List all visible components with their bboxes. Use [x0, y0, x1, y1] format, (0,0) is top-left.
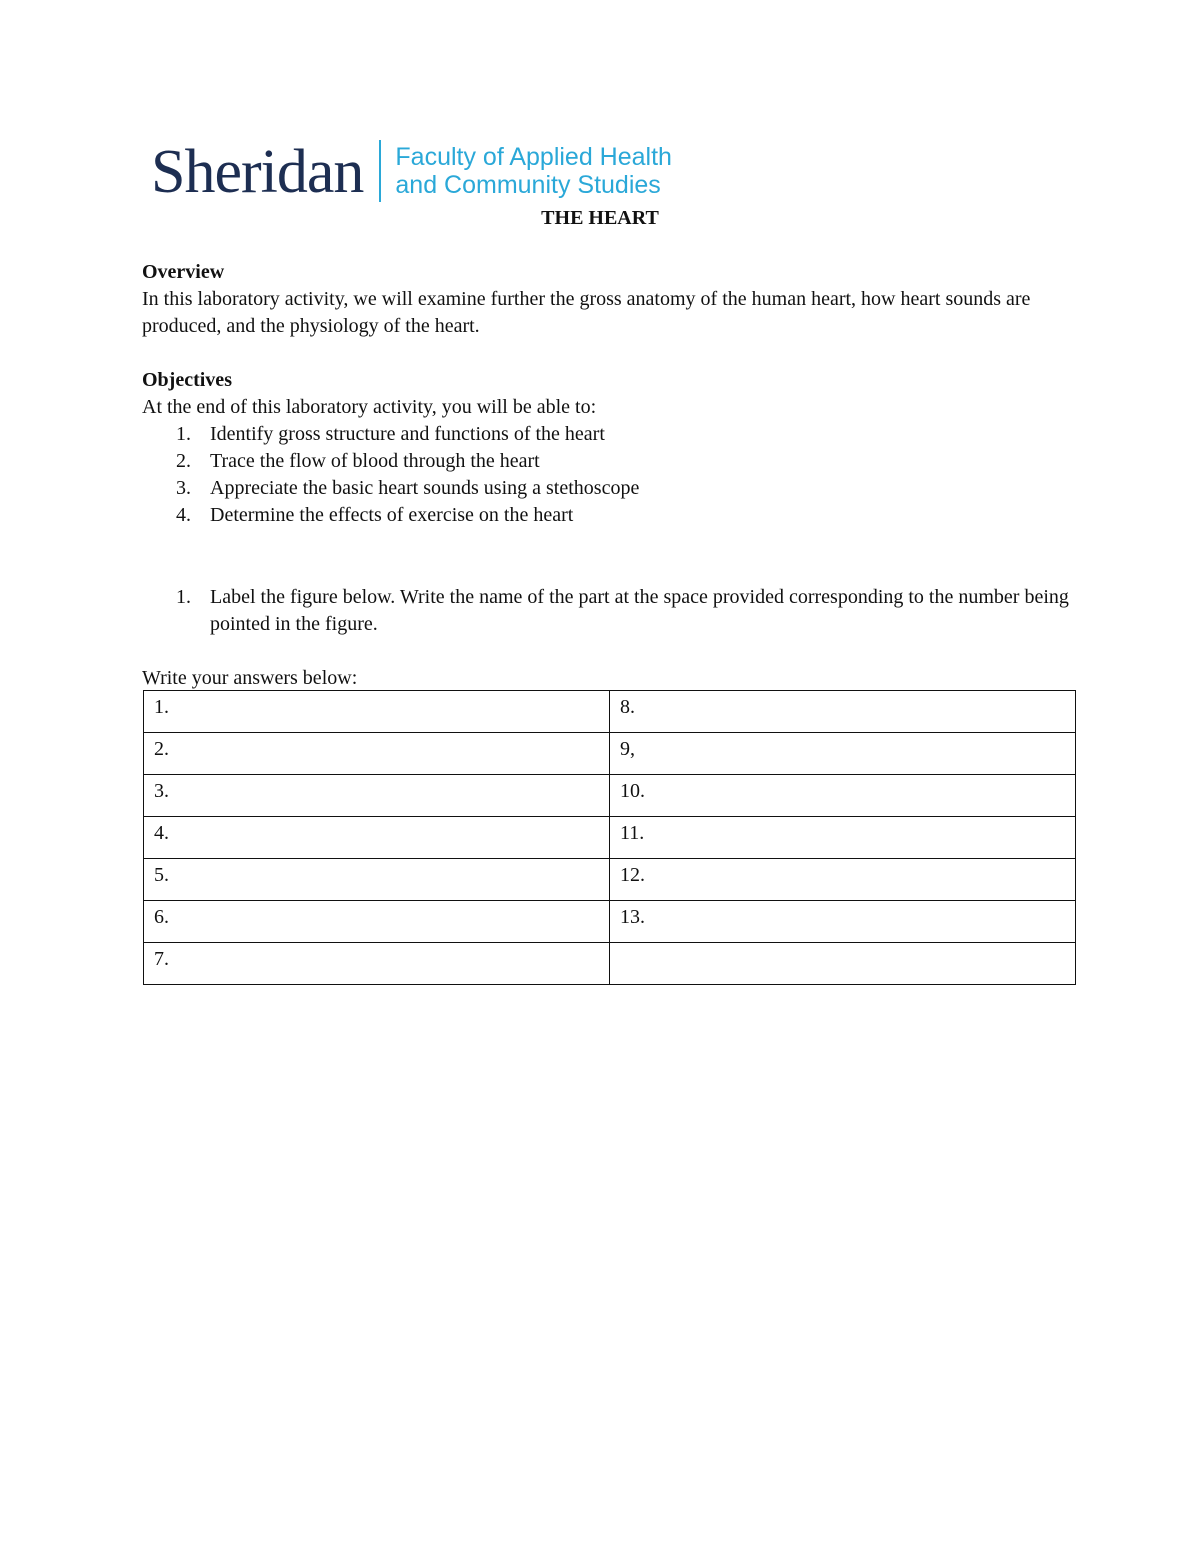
answer-cell[interactable]: 4.: [144, 817, 610, 859]
answer-cell[interactable]: 9,: [610, 733, 1076, 775]
answer-cell[interactable]: [610, 943, 1076, 985]
answer-cell[interactable]: 13.: [610, 901, 1076, 943]
objective-item: [142, 502, 1072, 529]
objective-number: 1.: [176, 423, 191, 445]
answer-cell[interactable]: 10.: [610, 775, 1076, 817]
objective-number: 4.: [176, 504, 191, 526]
objectives-list: [142, 421, 1072, 529]
objective-item: [142, 448, 1072, 475]
task-text: Label the figure below. Write the name of the part at the space provided corresponding to the number being pointed in the figure.: [210, 586, 1069, 635]
objective-text: Appreciate the basic heart sounds using a stethoscope: [210, 477, 640, 499]
sheridan-logo: [151, 138, 672, 204]
document-title: THE HEART: [541, 207, 659, 229]
answer-cell[interactable]: 8.: [610, 691, 1076, 733]
logo-wordmark: Sheridan: [151, 138, 364, 206]
objectives-heading: Objectives: [142, 369, 232, 391]
table-row: [144, 859, 1076, 901]
table-row: [144, 733, 1076, 775]
answer-cell[interactable]: 11.: [610, 817, 1076, 859]
answer-cell[interactable]: 5.: [144, 859, 610, 901]
objective-item: [142, 421, 1072, 448]
logo-faculty-line-1: Faculty of Applied Health: [395, 143, 672, 171]
table-row: [144, 901, 1076, 943]
overview-heading: Overview: [142, 261, 225, 283]
objectives-intro: At the end of this laboratory activity, you will be able to:: [142, 396, 597, 418]
logo-faculty-name: [395, 143, 672, 199]
table-row: [144, 691, 1076, 733]
logo-faculty-line-2: and Community Studies: [395, 171, 661, 199]
table-row: [144, 775, 1076, 817]
table-row: [144, 817, 1076, 859]
objective-text: Trace the flow of blood through the heart: [210, 450, 540, 472]
answers-intro: Write your answers below:: [142, 667, 358, 689]
answer-cell[interactable]: 6.: [144, 901, 610, 943]
task-section: [142, 584, 1072, 638]
objective-text: Identify gross structure and functions of the heart: [210, 423, 605, 445]
task-item: [142, 584, 1072, 638]
answer-table: [143, 690, 1076, 985]
logo-divider: [379, 140, 381, 202]
answer-cell[interactable]: 1.: [144, 691, 610, 733]
objective-item: [142, 475, 1072, 502]
answer-cell[interactable]: 7.: [144, 943, 610, 985]
objective-number: 3.: [176, 477, 191, 499]
task-number: 1.: [176, 586, 191, 608]
overview-text: In this laboratory activity, we will examine further the gross anatomy of the human heart, how heart sounds are produced, and the physiology of the heart.: [142, 288, 1031, 337]
answer-cell[interactable]: 3.: [144, 775, 610, 817]
objectives-section: [142, 367, 1072, 529]
objective-number: 2.: [176, 450, 191, 472]
overview-section: [142, 259, 1072, 340]
table-row: [144, 943, 1076, 985]
objective-text: Determine the effects of exercise on the heart: [210, 504, 574, 526]
answer-cell[interactable]: 2.: [144, 733, 610, 775]
answer-cell[interactable]: 12.: [610, 859, 1076, 901]
